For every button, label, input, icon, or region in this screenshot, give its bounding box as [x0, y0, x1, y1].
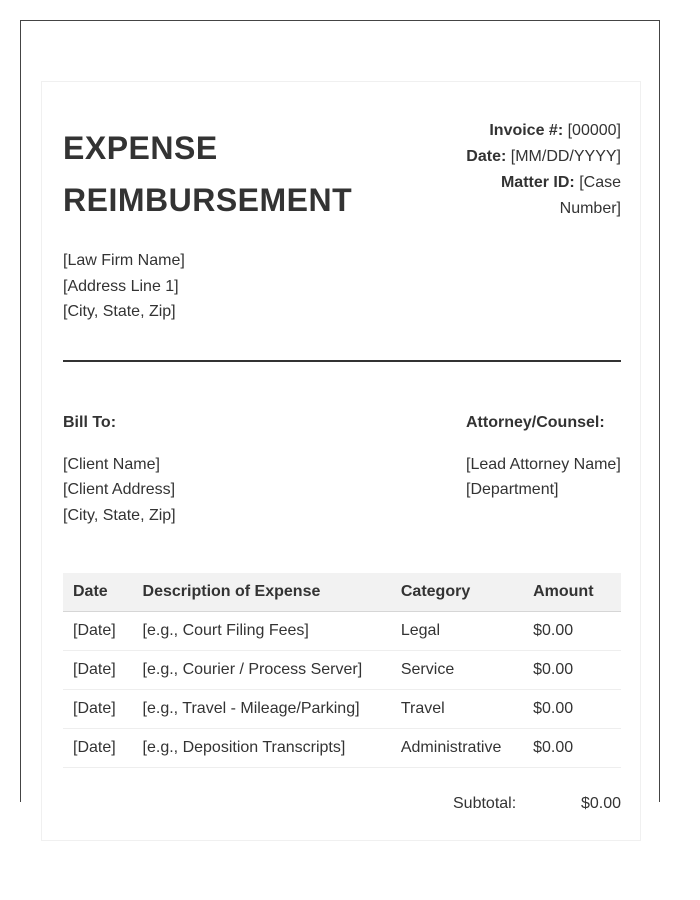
column-header-date: Date — [63, 573, 133, 612]
row-amount: $0.00 — [523, 651, 621, 690]
row-date: [Date] — [63, 729, 133, 768]
row-date: [Date] — [63, 651, 133, 690]
document-title: EXPENSE REIMBURSEMENT — [63, 130, 353, 218]
client-city-state-zip: [City, State, Zip] — [63, 506, 176, 524]
client-name: [Client Name] — [63, 455, 160, 473]
matter-id-value: [Case Number] — [559, 174, 621, 217]
invoice-number-value: [00000] — [567, 122, 621, 139]
row-category: Service — [391, 651, 523, 690]
invoice-date-value: [MM/DD/YYYY] — [510, 148, 621, 165]
column-header-category: Category — [391, 573, 523, 612]
row-amount: $0.00 — [523, 612, 621, 651]
subtotal-value: $0.00 — [580, 795, 621, 812]
table-row — [63, 612, 621, 651]
row-description: [e.g., Deposition Transcripts] — [133, 729, 391, 768]
row-amount: $0.00 — [523, 729, 621, 768]
firm-name: [Law Firm Name] — [63, 252, 185, 269]
table-row — [63, 651, 621, 690]
lead-attorney-name: [Lead Attorney Name] — [466, 455, 621, 473]
attorney-heading: Attorney/Counsel: — [466, 414, 605, 431]
firm-address-block — [63, 248, 185, 325]
matter-id-label: Matter ID: — [500, 174, 575, 191]
row-date: [Date] — [63, 690, 133, 729]
invoice-date-label: Date: — [466, 148, 507, 165]
invoice-number-line — [441, 118, 621, 144]
invoice-page — [41, 81, 641, 841]
client-address: [Client Address] — [63, 481, 176, 498]
firm-city-state-zip: [City, State, Zip] — [63, 303, 176, 320]
row-date: [Date] — [63, 612, 133, 651]
document-viewport[interactable] — [20, 20, 660, 812]
bill-to-block — [63, 410, 176, 528]
row-description: [e.g., Travel - Mileage/Parking] — [133, 690, 391, 729]
attorney-department: [Department] — [466, 481, 559, 498]
firm-address-line: [Address Line 1] — [63, 277, 179, 295]
row-amount: $0.00 — [523, 690, 621, 729]
attorney-block — [466, 410, 621, 503]
subtotal-label: Subtotal: — [453, 795, 517, 812]
expense-table-header — [63, 573, 621, 612]
row-category: Administrative — [391, 729, 523, 768]
invoice-meta — [441, 118, 621, 222]
invoice-number-label: Invoice #: — [489, 122, 564, 139]
row-description: [e.g., Court Filing Fees] — [133, 612, 391, 651]
column-header-amount: Amount — [523, 573, 621, 612]
row-category: Legal — [391, 612, 523, 651]
header-divider — [63, 360, 621, 362]
expense-table — [63, 573, 621, 768]
column-header-description: Description of Expense — [133, 573, 391, 612]
matter-id-line — [441, 170, 621, 222]
bill-to-heading: Bill To: — [63, 414, 117, 431]
table-row — [63, 690, 621, 729]
row-description: [e.g., Courier / Process Server] — [133, 651, 391, 690]
row-category: Travel — [391, 690, 523, 729]
table-row — [63, 729, 621, 768]
invoice-date-line — [441, 144, 621, 170]
